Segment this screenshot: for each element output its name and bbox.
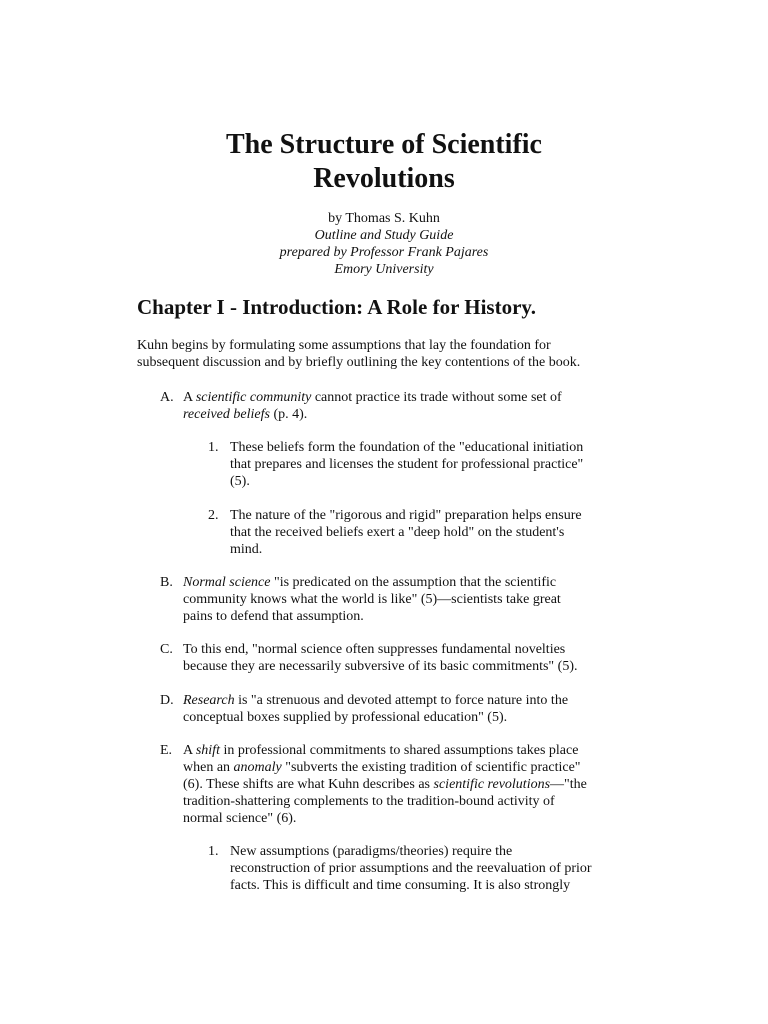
list-item-b: [183, 574, 561, 625]
intro-line: Kuhn begins by formulating some assumptions that lay the foundation for: [137, 338, 551, 353]
list-item-line: mind.: [230, 542, 263, 557]
institution-line: Emory University: [334, 262, 434, 277]
author-line: by Thomas S. Kuhn: [328, 211, 440, 226]
list-item-line: Research is "a strenuous and devoted attempt to force nature into the: [183, 693, 569, 708]
list-item-a-1: [230, 439, 583, 490]
list-marker: E.: [160, 743, 173, 758]
list-item-c: [183, 641, 577, 675]
list-item-d: [183, 692, 568, 726]
list-item-e-1: [230, 843, 592, 894]
list-item-line: (6). These shifts are what Kuhn describes as scientific revolutions—"the: [183, 777, 587, 792]
intro-line: subsequent discussion and by briefly outlining the key contentions of the book.: [137, 355, 581, 370]
list-item-line: received beliefs (p. 4).: [183, 407, 308, 422]
list-marker: A.: [160, 390, 174, 405]
list-item-line: A shift in professional commitments to shared assumptions takes place: [183, 743, 579, 758]
list-item-a-2: [230, 507, 582, 558]
list-item-line: These beliefs form the foundation of the "educational initiation: [230, 440, 584, 455]
list-item-line: that the received beliefs exert a "deep hold" on the student's: [230, 525, 565, 540]
intro-paragraph: [137, 337, 580, 371]
list-item-line: facts. This is difficult and time consuming. It is also strongly: [230, 878, 571, 893]
list-item-line: pains to defend that assumption.: [183, 609, 364, 624]
list-item-line: that prepares and licenses the student for professional practice": [230, 457, 584, 472]
list-item-line: community knows what the world is like" (5)—scientists take great: [183, 592, 561, 607]
list-item-line: The nature of the "rigorous and rigid" preparation helps ensure: [230, 508, 582, 523]
list-item-line: tradition-shattering complements to the tradition-bound activity of: [183, 794, 555, 809]
document-title-line1: The Structure of Scientific: [226, 129, 542, 160]
list-item-line: (5).: [230, 474, 250, 489]
list-marker: 2.: [208, 508, 219, 523]
list-item-line: New assumptions (paradigms/theories) require the: [230, 844, 513, 859]
list-item-line: conceptual boxes supplied by professional education" (5).: [183, 710, 508, 725]
subtitle-line: Outline and Study Guide: [314, 228, 454, 243]
list-item-line: Normal science "is predicated on the assumption that the scientific: [183, 575, 557, 590]
list-item-line: A scientific community cannot practice its trade without some set of: [183, 390, 562, 405]
list-item-e: [183, 742, 587, 827]
document-title-line2: Revolutions: [313, 163, 455, 194]
list-item-line: when an anomaly "subverts the existing tradition of scientific practice": [183, 760, 581, 775]
list-item-line: normal science" (6).: [183, 811, 297, 826]
list-marker: C.: [160, 642, 173, 657]
chapter-heading: Chapter I - Introduction: A Role for History.: [137, 295, 537, 319]
list-item-a: [183, 389, 562, 423]
list-marker: 1.: [208, 844, 219, 859]
list-item-line: reconstruction of prior assumptions and the reevaluation of prior: [230, 861, 592, 876]
list-marker: B.: [160, 575, 173, 590]
list-item-line: because they are necessarily subversive of its basic commitments" (5).: [183, 659, 578, 674]
list-marker: 1.: [208, 440, 219, 455]
list-marker: D.: [160, 693, 174, 708]
prepared-by-line: prepared by Professor Frank Pajares: [279, 245, 489, 260]
list-item-line: To this end, "normal science often suppresses fundamental novelties: [183, 642, 566, 657]
